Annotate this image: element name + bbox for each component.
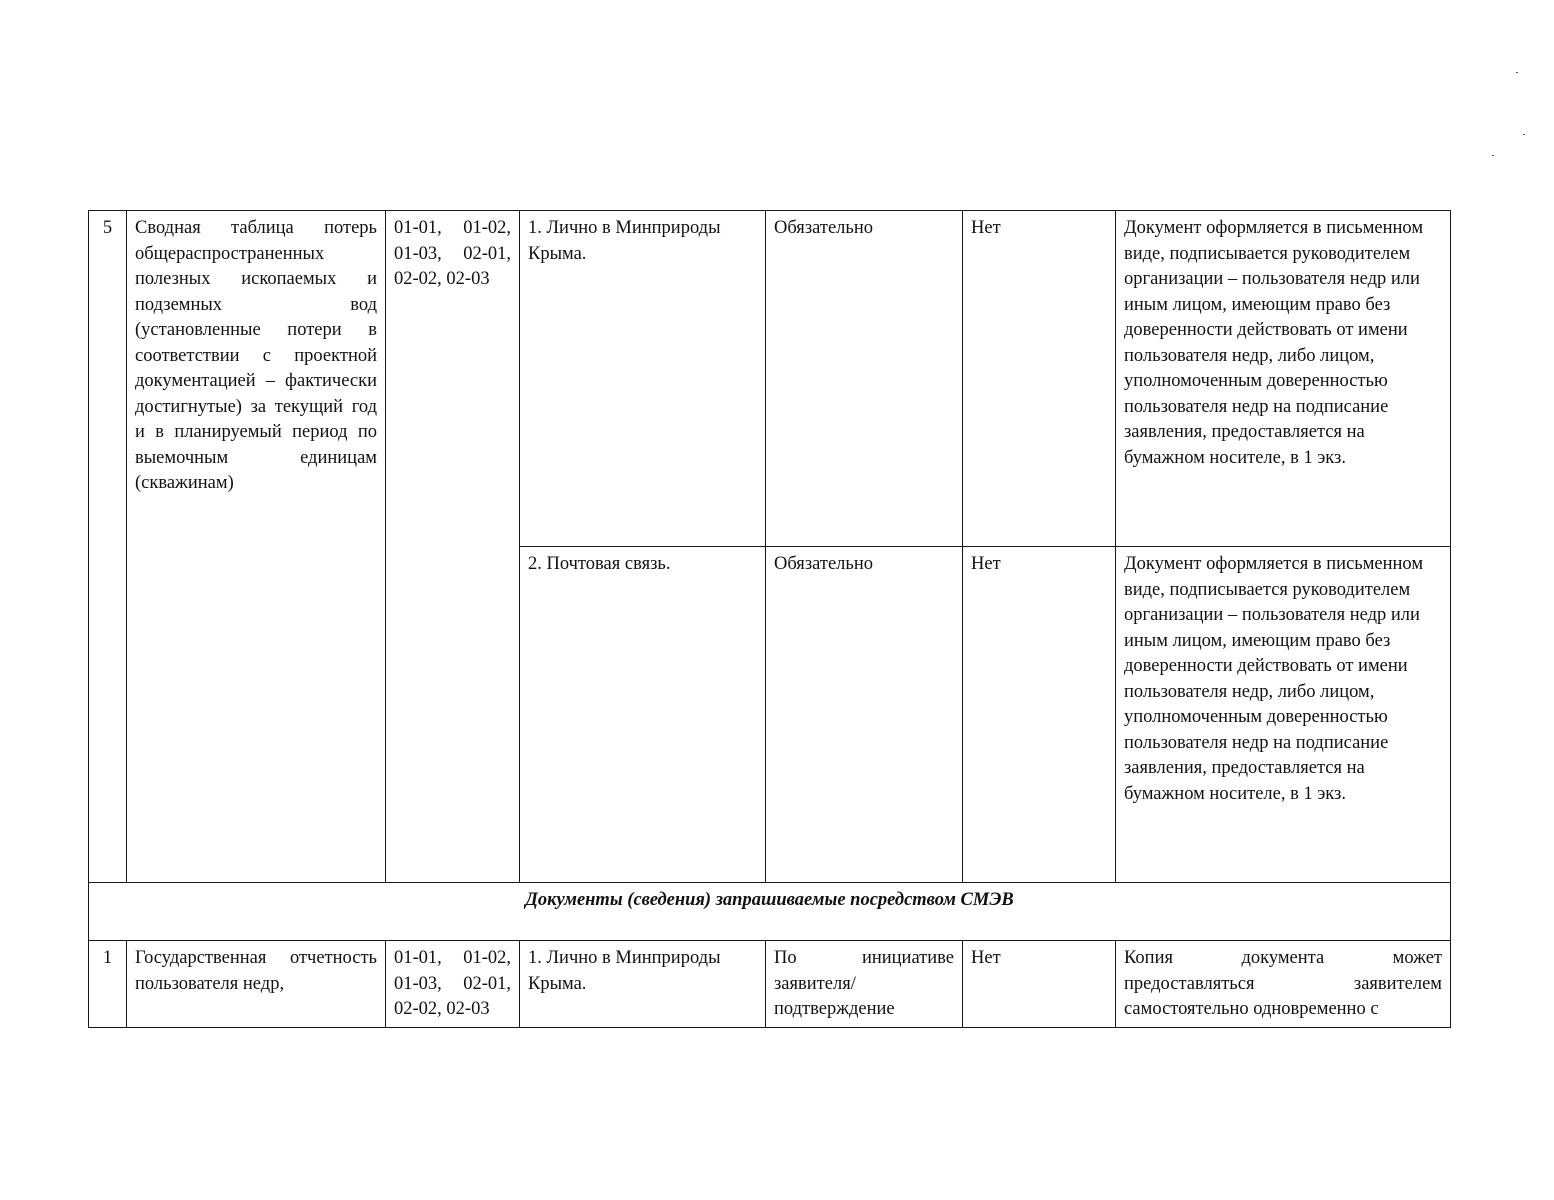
document-note: Документ оформляется в письменном виде, подписывается руководителем организации – пользователя недр или иным лицом, имеющим право без доверенности действовать от имени пользователя недр, либо лицом, уполномоченным доверенностью пользователя недр на подписание заявления, предоставляется на бумажном носителе, в 1 экз.	[1116, 547, 1451, 883]
submission-method: 2. Почтовая связь.	[520, 547, 766, 883]
requirement: По инициативе заявителя/ подтверждение	[766, 941, 963, 1028]
extra-flag: Нет	[963, 547, 1116, 883]
documents-table	[88, 210, 1451, 1028]
document-note: Документ оформляется в письменном виде, подписывается руководителем организации – пользователя недр или иным лицом, имеющим право без доверенности действовать от имени пользователя недр, либо лицом, уполномоченным доверенностью пользователя недр на подписание заявления, предоставляется на бумажном носителе, в 1 экз.	[1116, 211, 1451, 547]
document-name: Государственная отчетность пользователя недр,	[127, 941, 386, 1028]
section-header: Документы (сведения) запрашиваемые посредством СМЭВ	[89, 883, 1451, 941]
requirement: Обязательно	[766, 211, 963, 547]
document-note: Копия документа может предоставляться заявителем самостоятельно одновременно с	[1116, 941, 1451, 1028]
document-codes: 01-01, 01-02, 01-03, 02-01, 02-02, 02-03	[386, 211, 520, 883]
scan-speck	[1492, 155, 1494, 156]
document-codes: 01-01, 01-02, 01-03, 02-01, 02-02, 02-03	[386, 941, 520, 1028]
extra-flag: Нет	[963, 941, 1116, 1028]
document-name: Сводная таблица потерь общераспространенных полезных ископаемых и подземных вод (установленные потери в соответствии с проектной документацией – фактически достигнутые) за текущий год и в планируемый период по выемочным единицам (скважинам)	[127, 211, 386, 883]
submission-method: 1. Лично в Минприроды Крыма.	[520, 941, 766, 1028]
table-row	[89, 941, 1451, 1028]
requirement: Обязательно	[766, 547, 963, 883]
section-row	[89, 883, 1451, 941]
scan-speck	[1523, 134, 1525, 135]
submission-method: 1. Лично в Минприроды Крыма.	[520, 211, 766, 547]
row-number: 5	[89, 211, 127, 883]
extra-flag: Нет	[963, 211, 1116, 547]
row-number: 1	[89, 941, 127, 1028]
table-row	[89, 211, 1451, 547]
scan-speck	[1516, 72, 1518, 73]
